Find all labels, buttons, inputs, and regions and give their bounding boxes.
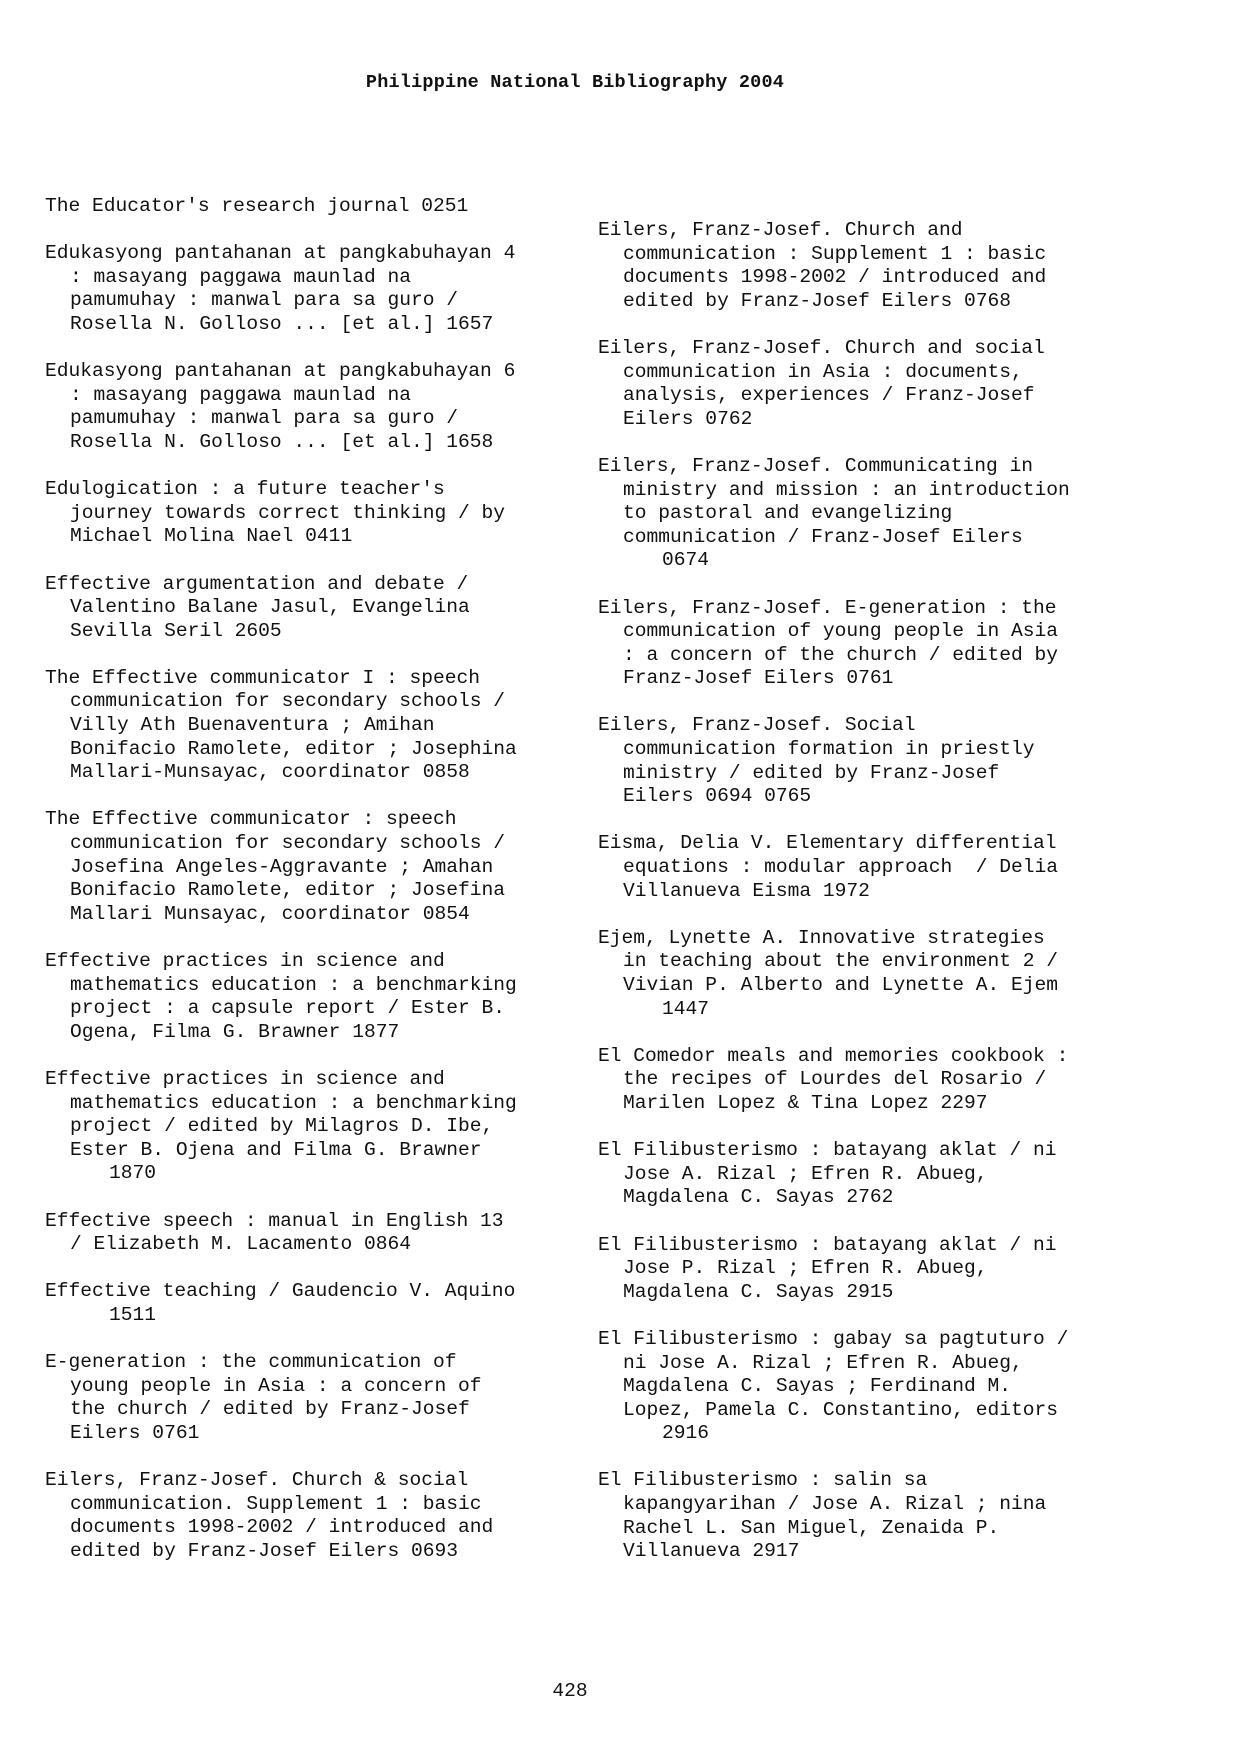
entry-line: Jose A. Rizal ; Efren R. Abueg, <box>623 1162 988 1185</box>
entry-line: Eilers, Franz-Josef. E-generation : the <box>598 596 1057 619</box>
bibliography-entry <box>45 1068 565 1186</box>
entry-line: mathematics education : a benchmarking <box>70 973 517 996</box>
entry-line: El Comedor meals and memories cookbook : <box>598 1044 1069 1067</box>
entry-line: Mallari Munsayac, coordinator 0854 <box>70 902 470 925</box>
entry-line: the recipes of Lourdes del Rosario / <box>623 1068 1047 1091</box>
bibliography-entry <box>598 455 1118 573</box>
entry-line: mathematics education : a benchmarking <box>70 1091 517 1114</box>
entry-line: Rachel L. San Miguel, Zenaida P. <box>623 1516 1000 1539</box>
bibliography-entry <box>598 1328 1118 1446</box>
entry-line: analysis, experiences / Franz-Josef <box>623 384 1035 407</box>
entry-line: edited by Franz-Josef Eilers 0768 <box>623 289 1012 312</box>
entry-number: 2916 <box>662 1422 710 1445</box>
entry-line: : masayang paggawa maunlad na <box>70 383 411 406</box>
bibliography-entry <box>598 714 1118 808</box>
entry-line: to pastoral and evangelizing <box>623 502 953 525</box>
entry-line: journey towards correct thinking / by <box>70 501 506 524</box>
entry-line: Josefina Angeles-Aggravante ; Amahan <box>70 855 494 878</box>
entry-line: communication : Supplement 1 : basic <box>623 242 1047 265</box>
bibliography-entry <box>45 1351 565 1445</box>
bibliography-entry <box>45 195 565 219</box>
entry-line: Eilers 0762 <box>623 407 753 430</box>
entry-line: Franz-Josef Eilers 0761 <box>623 667 894 690</box>
entry-line: ministry and mission : an introduction <box>623 478 1070 501</box>
entry-line: / Elizabeth M. Lacamento 0864 <box>70 1233 411 1256</box>
entry-line: The Effective communicator : speech <box>45 808 457 831</box>
entry-line: Bonifacio Ramolete, editor ; Josephina <box>70 737 517 760</box>
entry-line: Edulogication : a future teacher's <box>45 478 445 501</box>
entry-line: Mallari-Munsayac, coordinator 0858 <box>70 761 470 784</box>
entry-number: 1447 <box>662 997 710 1020</box>
entry-line: El Filibusterismo : gabay sa pagtuturo / <box>598 1327 1069 1350</box>
entry-line: documents 1998-2002 / introduced and <box>70 1516 494 1539</box>
bibliography-entry <box>598 1139 1118 1210</box>
entry-line: Michael Molina Nael 0411 <box>70 525 353 548</box>
entry-line: Eilers, Franz-Josef. Church and <box>598 219 963 241</box>
entry-line: E-generation : the communication of <box>45 1351 457 1374</box>
bibliography-entry <box>45 950 565 1044</box>
entry-line: Magdalena C. Sayas 2762 <box>623 1186 894 1209</box>
page-title: Philippine National Bibliography 2004 <box>365 72 785 93</box>
bibliography-entry <box>598 927 1118 1021</box>
entry-line: Sevilla Seril 2605 <box>70 619 282 642</box>
entry-line: Effective argumentation and debate / <box>45 572 469 595</box>
bibliography-entry <box>45 808 565 926</box>
bibliography-entry <box>45 478 565 549</box>
entry-line: Ogena, Filma G. Brawner 1877 <box>70 1020 400 1043</box>
entry-line: communication in Asia : documents, <box>623 360 1023 383</box>
entry-line: kapangyarihan / Jose A. Rizal ; nina <box>623 1493 1047 1516</box>
entry-line: Villy Ath Buenaventura ; Amihan <box>70 714 435 737</box>
bibliography-entry <box>598 219 1118 313</box>
entry-line: Effective practices in science and <box>45 950 445 972</box>
bibliography-entry <box>45 360 565 454</box>
bibliography-entry <box>45 667 565 785</box>
entry-number: 1870 <box>109 1162 157 1185</box>
bibliography-entry <box>45 1280 565 1327</box>
entry-line: equations : modular approach / Delia <box>623 856 1059 879</box>
entry-line: Eilers, Franz-Josef. Church & social <box>45 1469 469 1492</box>
entry-line: Villanueva 2917 <box>623 1540 800 1563</box>
entry-line: Jose P. Rizal ; Efren R. Abueg, <box>623 1257 988 1280</box>
entry-line: El Filibusterismo : batayang aklat / ni <box>598 1233 1057 1256</box>
entry-line: Marilen Lopez & Tina Lopez 2297 <box>623 1091 988 1114</box>
entry-line: in teaching about the environment 2 / <box>623 950 1059 973</box>
bibliography-entry <box>598 1045 1118 1116</box>
entry-line: Eilers, Franz-Josef. Social <box>598 714 916 737</box>
entry-line: project : a capsule report / Ester B. <box>70 997 506 1020</box>
entry-line: communication formation in priestly <box>623 738 1035 761</box>
bibliography-entry <box>45 1469 565 1563</box>
entry-line: ministry / edited by Franz-Josef <box>623 761 1000 784</box>
entry-number: 1511 <box>109 1303 157 1326</box>
entry-line: Eilers, Franz-Josef. Church and social <box>598 336 1045 359</box>
entry-line: Rosella N. Golloso ... [et al.] 1657 <box>70 312 494 335</box>
entry-line: Magdalena C. Sayas ; Ferdinand M. <box>623 1375 1012 1398</box>
entry-line: Valentino Balane Jasul, Evangelina <box>70 596 470 619</box>
entry-line: Lopez, Pamela C. Constantino, editors <box>623 1398 1059 1421</box>
entry-line: Rosella N. Golloso ... [et al.] 1658 <box>70 430 494 453</box>
entry-line: young people in Asia : a concern of <box>70 1374 482 1397</box>
entry-line: ni Jose A. Rizal ; Efren R. Abueg, <box>623 1351 1023 1374</box>
bibliography-entry <box>45 1210 565 1257</box>
entry-line: The Educator's research journal 0251 <box>45 195 469 217</box>
entry-line: Edukasyong pantahanan at pangkabuhayan 6 <box>45 360 516 383</box>
entry-line: : a concern of the church / edited by <box>623 643 1059 666</box>
entry-line: communication for secondary schools / <box>70 690 506 713</box>
entry-line: pamumuhay : manwal para sa guro / <box>70 289 459 312</box>
entry-line: communication / Franz-Josef Eilers <box>623 525 1023 548</box>
entry-line: communication of young people in Asia <box>623 620 1059 643</box>
entry-line: Eilers 0694 0765 <box>623 785 812 808</box>
entry-line: Vivian P. Alberto and Lynette A. Ejem <box>623 974 1059 996</box>
entry-line: the church / edited by Franz-Josef <box>70 1398 470 1421</box>
bibliography-entry <box>45 573 565 644</box>
entry-line: communication. Supplement 1 : basic <box>70 1492 482 1515</box>
entry-line: Effective practices in science and <box>45 1067 445 1090</box>
entry-line: Eilers, Franz-Josef. Communicating in <box>598 454 1034 477</box>
entry-line: Villanueva Eisma 1972 <box>623 879 870 902</box>
entry-line: Effective speech : manual in English 13 <box>45 1209 504 1232</box>
entry-line: Ester B. Ojena and Filma G. Brawner <box>70 1138 482 1161</box>
entry-number: 0674 <box>662 549 710 572</box>
bibliography-entry <box>598 1469 1118 1563</box>
entry-line: documents 1998-2002 / introduced and <box>623 266 1047 289</box>
entry-line: Magdalena C. Sayas 2915 <box>623 1280 894 1303</box>
entry-line: project / edited by Milagros D. Ibe, <box>70 1115 494 1138</box>
entry-line: pamumuhay : manwal para sa guro / <box>70 407 459 430</box>
bibliography-entry <box>598 1234 1118 1305</box>
entry-line: Edukasyong pantahanan at pangkabuhayan 4 <box>45 242 516 265</box>
bibliography-entry <box>598 597 1118 691</box>
bibliography-entry <box>45 242 565 336</box>
bibliography-entry <box>598 832 1118 903</box>
entry-line: Eisma, Delia V. Elementary differential <box>598 832 1057 855</box>
entry-line: Ejem, Lynette A. Innovative strategies <box>598 926 1045 949</box>
entry-line: edited by Franz-Josef Eilers 0693 <box>70 1539 459 1562</box>
entry-line: Effective teaching / Gaudencio V. Aquino <box>45 1280 516 1303</box>
bibliography-entry <box>598 337 1118 431</box>
right-column <box>598 219 1118 1587</box>
left-column <box>45 195 565 1587</box>
page-number: 428 <box>552 1680 588 1702</box>
entry-line: El Filibusterismo : salin sa <box>598 1469 928 1492</box>
entry-line: The Effective communicator I : speech <box>45 666 481 689</box>
entry-line: El Filibusterismo : batayang aklat / ni <box>598 1139 1057 1162</box>
entry-line: Eilers 0761 <box>70 1421 200 1444</box>
entry-line: Bonifacio Ramolete, editor ; Josefina <box>70 879 506 902</box>
entry-line: : masayang paggawa maunlad na <box>70 265 411 288</box>
entry-line: communication for secondary schools / <box>70 832 506 855</box>
